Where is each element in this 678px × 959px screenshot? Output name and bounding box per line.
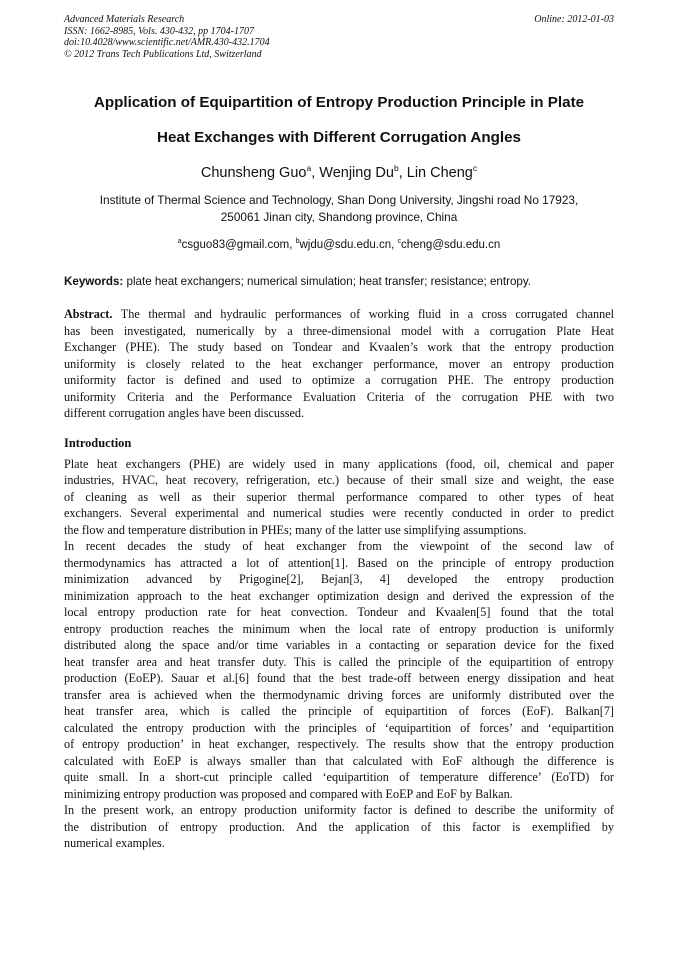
abstract-label: Abstract. (64, 307, 113, 321)
author-name: Wenjing Du (319, 165, 394, 181)
journal-info (64, 14, 270, 60)
introduction-line: minimizing entropy production was proposed and compared with EoEP and EoF by Balkan. (64, 786, 513, 801)
introduction-line: calculated with EoEP is always smaller than that calculated with EoF although the difference is (64, 753, 614, 768)
abstract-line: has been investigated, numerically by a three-dimensional model with a corrugation Plate Heat (64, 323, 614, 338)
introduction-line: Plate heat exchangers (PHE) are widely used in many applications (food, oil, chemical and paper (64, 456, 614, 471)
affiliation-line-1: Institute of Thermal Science and Technology, Shan Dong University, Jingshi road No 17923, (99, 193, 579, 207)
introduction-line: thermodynamics has attracted a lot of attention[1]. Based on the principle of entropy production (64, 555, 614, 570)
author-name: Lin Cheng (406, 165, 473, 181)
author-list (64, 164, 614, 182)
abstract-line: different corrugation angles have been discussed. (64, 406, 305, 420)
author-separator: , (398, 165, 407, 181)
keywords-label: Keywords: (64, 275, 124, 288)
keywords-text: plate heat exchangers; numerical simulation; heat transfer; resistance; entropy. (123, 275, 531, 288)
abstract-line (64, 306, 614, 323)
introduction-line: calculated the entropy production with the principles of ‘equipartition of forces’ and ‘equipartition (64, 720, 614, 735)
abstract-line: uniformity is closely related to the heat exchanger performance, mover an entropy production (64, 356, 614, 371)
introduction-line: local entropy production rate for heat convection. Tondeur and Kvaalen[5] found that the total (64, 605, 614, 619)
author-affil-mark: c (472, 163, 478, 173)
introduction-line: of entropy production’ in heat exchanger, respectively. The results show that the entropy production (64, 737, 614, 751)
section-heading-introduction: Introduction (64, 435, 132, 450)
introduction-line: In the present work, an entropy production uniformity factor is defined to describe the uniformity of (64, 803, 614, 817)
abstract-line: uniformity factor is defined and used to optimize a corrugation PHE. The entropy production (64, 373, 614, 387)
affiliation (64, 192, 614, 226)
email-mark: b (295, 238, 300, 245)
introduction-line: quite small. In a short-cut principle called ‘equipartition of temperature difference’ (EoTD) for (64, 770, 614, 784)
introduction-line: transfer area is achieved when the thermodynamic driving forces are uniformly distributed over the (64, 687, 614, 702)
introduction-line: entropy production reaches the minimum when the local rate of entropy production is uniformly (64, 621, 614, 636)
paper-page (64, 14, 614, 852)
introduction-line: numerical examples. (64, 836, 165, 850)
copyright-line: © 2012 Trans Tech Publications Ltd, Switzerland (64, 48, 262, 60)
introduction-line: the distribution of entropy production. And the application of this factor is exemplified by (64, 819, 614, 834)
abstract-line: Exchanger (PHE). The study based on Tondear and Kvaalen’s work that the entropy production (64, 340, 614, 354)
journal-name: Advanced Materials Research (64, 14, 185, 25)
abstract (64, 306, 614, 422)
author-name: Chunsheng Guo (200, 165, 307, 181)
introduction-line: heat transfer area, which is called the principle of equipartition of forces (EoF). Balkan[7] (64, 704, 614, 718)
author-separator: , (311, 165, 320, 181)
introduction-body (64, 456, 614, 852)
email-mark: a (177, 238, 182, 245)
title-line-1: Application of Equipartition of Entropy Production Principle in Plate (93, 94, 585, 111)
abstract-line-text: The thermal and hydraulic performances of working fluid in a cross corrugated channel (112, 307, 614, 321)
email-separator: , (289, 239, 296, 251)
online-date: Online: 2012-01-03 (534, 14, 614, 25)
introduction-line: industries, HVAC, heat recovery, refrigeration, etc.) because of their small size and weight, the ease (64, 473, 614, 487)
doi-line: doi:10.4028/www.scientific.net/AMR.430-432.1704 (64, 37, 270, 48)
keywords (64, 274, 614, 289)
abstract-line: uniformity Criteria and the Performance Evaluation Criteria of the corrugation PHE with two (64, 389, 614, 404)
journal-header (64, 14, 614, 60)
author-affil-mark: b (393, 163, 399, 173)
introduction-line: minimization approach to the heat exchanger optimization design and derived the expression of the (64, 588, 614, 603)
author-affil-mark: a (306, 163, 312, 173)
introduction-line: minimization advanced by Prigogine[2], Bejan[3, 4] developed the entropy production (64, 572, 614, 586)
title-line-2: Heat Exchanges with Different Corrugation Angles (157, 129, 521, 146)
email-separator: , (391, 239, 398, 251)
introduction-line: exchangers. Several experimental and numerical studies were recently conducted in order to predict (64, 506, 614, 520)
introduction-line: production (EoEP). Sauar et al.[6] found that the best trade-off between energy dissipation and heat (64, 671, 614, 685)
introduction-line: In recent decades the study of heat exchanger from the viewpoint of the second law of (64, 539, 614, 553)
issn-line: ISSN: 1662-8985, Vols. 430-432, pp 1704-1707 (64, 25, 254, 37)
introduction-line: of cleaning as well as their superior thermal performance compared to other types of heat (64, 489, 614, 504)
introduction-line: heat transfer area and heat transfer duty. This is called the principle of the equipartition of entropy (64, 654, 614, 669)
affiliation-line-2: 250061 Jinan city, Shandong province, China (220, 210, 458, 224)
introduction-line: the flow and temperature distribution in PHEs; many of the latter use simplifying assumptions. (64, 522, 527, 537)
paper-title (64, 85, 614, 155)
email-link[interactable]: csguo83@gmail.com (181, 239, 290, 251)
author-emails (64, 238, 614, 253)
email-link[interactable]: wjdu@sdu.edu.cn (299, 239, 392, 251)
email-link[interactable]: cheng@sdu.edu.cn (400, 239, 501, 251)
email-mark: c (397, 238, 401, 245)
introduction-line: distributed along the space and/or time variables in a contacting or separation device for the fixed (64, 638, 614, 652)
